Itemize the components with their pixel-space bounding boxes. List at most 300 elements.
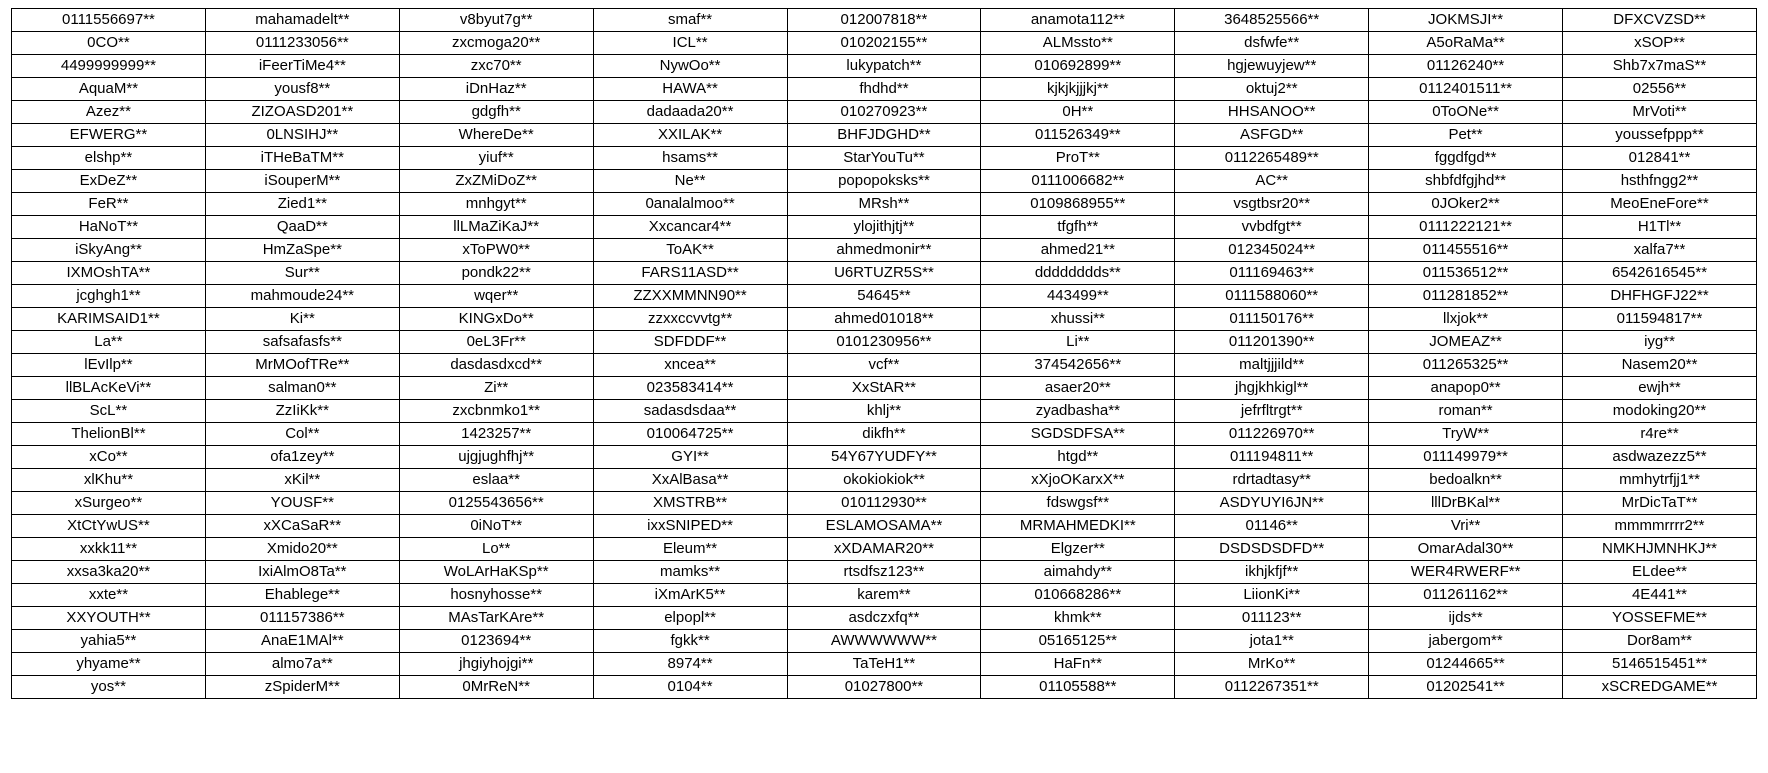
table-cell: ZzIiKk** bbox=[205, 400, 399, 423]
table-row bbox=[12, 262, 1757, 285]
table-cell: TaTeH1** bbox=[787, 653, 981, 676]
table-cell: 0123694** bbox=[399, 630, 593, 653]
table-cell: U6RTUZR5S** bbox=[787, 262, 981, 285]
table-cell: 0111222121** bbox=[1369, 216, 1563, 239]
table-cell: ProT** bbox=[981, 147, 1175, 170]
table-cell: 0111588060** bbox=[1175, 285, 1369, 308]
table-cell: 011265325** bbox=[1369, 354, 1563, 377]
table-cell: iSouperM** bbox=[205, 170, 399, 193]
table-cell: AnaE1MAl** bbox=[205, 630, 399, 653]
table-cell: 011536512** bbox=[1369, 262, 1563, 285]
table-cell: iSkyAng** bbox=[12, 239, 206, 262]
table-cell: Xxcancar4** bbox=[593, 216, 787, 239]
table-cell: 011455516** bbox=[1369, 239, 1563, 262]
table-cell: 0111233056** bbox=[205, 32, 399, 55]
table-cell: 01244665** bbox=[1369, 653, 1563, 676]
table-body bbox=[12, 9, 1757, 699]
table-cell: 5146515451** bbox=[1563, 653, 1757, 676]
table-cell: 54645** bbox=[787, 285, 981, 308]
table-row bbox=[12, 515, 1757, 538]
table-cell: iFeerTiMe4** bbox=[205, 55, 399, 78]
table-cell: xSurgeo** bbox=[12, 492, 206, 515]
table-cell: xSCREDGAME** bbox=[1563, 676, 1757, 699]
table-row bbox=[12, 101, 1757, 124]
table-cell: ICL** bbox=[593, 32, 787, 55]
table-cell: DHFHGFJ22** bbox=[1563, 285, 1757, 308]
table-cell: 0iNoT** bbox=[399, 515, 593, 538]
table-cell: zxc70** bbox=[399, 55, 593, 78]
table-cell: ewjh** bbox=[1563, 377, 1757, 400]
table-cell: xSOP** bbox=[1563, 32, 1757, 55]
table-cell: mahmoude24** bbox=[205, 285, 399, 308]
table-cell: 01146** bbox=[1175, 515, 1369, 538]
table-cell: ujgjughfhj** bbox=[399, 446, 593, 469]
table-cell: La** bbox=[12, 331, 206, 354]
table-cell: Sur** bbox=[205, 262, 399, 285]
table-row bbox=[12, 377, 1757, 400]
table-cell: KINGxDo** bbox=[399, 308, 593, 331]
table-cell: asdwazezz5** bbox=[1563, 446, 1757, 469]
table-cell: HAWA** bbox=[593, 78, 787, 101]
table-cell: 3648525566** bbox=[1175, 9, 1369, 32]
table-cell: XXYOUTH** bbox=[12, 607, 206, 630]
table-cell: 54Y67YUDFY** bbox=[787, 446, 981, 469]
table-cell: MAsTarKAre** bbox=[399, 607, 593, 630]
table-cell: jcghgh1** bbox=[12, 285, 206, 308]
table-cell: xCo** bbox=[12, 446, 206, 469]
table-row bbox=[12, 653, 1757, 676]
table-cell: xhussi** bbox=[981, 308, 1175, 331]
table-cell: 0analalmoo** bbox=[593, 193, 787, 216]
table-cell: 01027800** bbox=[787, 676, 981, 699]
table-row bbox=[12, 446, 1757, 469]
table-cell: 0H** bbox=[981, 101, 1175, 124]
table-cell: ikhjkfjf** bbox=[1175, 561, 1369, 584]
table-cell: kjkjkjjjkj** bbox=[981, 78, 1175, 101]
table-cell: BHFJDGHD** bbox=[787, 124, 981, 147]
table-cell: ESLAMOSAMA** bbox=[787, 515, 981, 538]
table-cell: 0112267351** bbox=[1175, 676, 1369, 699]
table-cell: AWWWWWW** bbox=[787, 630, 981, 653]
table-cell: roman** bbox=[1369, 400, 1563, 423]
table-cell: 0112265489** bbox=[1175, 147, 1369, 170]
table-cell: dasdasdxcd** bbox=[399, 354, 593, 377]
table-cell: EFWERG** bbox=[12, 124, 206, 147]
table-cell: 011594817** bbox=[1563, 308, 1757, 331]
table-row bbox=[12, 193, 1757, 216]
table-cell: ALMssto** bbox=[981, 32, 1175, 55]
table-cell: zzxxccvvtg** bbox=[593, 308, 787, 331]
table-cell: wqer** bbox=[399, 285, 593, 308]
table-cell: dddddddds** bbox=[981, 262, 1175, 285]
table-cell: Nasem20** bbox=[1563, 354, 1757, 377]
table-cell: NMKHJMNHKJ** bbox=[1563, 538, 1757, 561]
table-cell: 6542616545** bbox=[1563, 262, 1757, 285]
table-cell: 010202155** bbox=[787, 32, 981, 55]
table-cell: Zi** bbox=[399, 377, 593, 400]
table-cell: ZZXXMMNN90** bbox=[593, 285, 787, 308]
table-cell: pondk22** bbox=[399, 262, 593, 285]
table-cell: WER4RWERF** bbox=[1369, 561, 1563, 584]
table-cell: 4499999999** bbox=[12, 55, 206, 78]
table-cell: anapop0** bbox=[1369, 377, 1563, 400]
table-cell: WhereDe** bbox=[399, 124, 593, 147]
table-cell: xxte** bbox=[12, 584, 206, 607]
table-cell: 011150176** bbox=[1175, 308, 1369, 331]
table-cell: llLMaZiKaJ** bbox=[399, 216, 593, 239]
table-cell: Zied1** bbox=[205, 193, 399, 216]
table-cell: vcf** bbox=[787, 354, 981, 377]
table-cell: dsfwfe** bbox=[1175, 32, 1369, 55]
table-cell: 011281852** bbox=[1369, 285, 1563, 308]
table-cell: safsafasfs** bbox=[205, 331, 399, 354]
table-cell: 374542656** bbox=[981, 354, 1175, 377]
table-cell: Shb7x7maS** bbox=[1563, 55, 1757, 78]
table-cell: zSpiderM** bbox=[205, 676, 399, 699]
table-row bbox=[12, 561, 1757, 584]
table-cell: KARIMSAID1** bbox=[12, 308, 206, 331]
table-cell: llBLAcKeVi** bbox=[12, 377, 206, 400]
table-cell: 0MrReN** bbox=[399, 676, 593, 699]
table-cell: AquaM** bbox=[12, 78, 206, 101]
table-cell: ahmed21** bbox=[981, 239, 1175, 262]
table-cell: oktuj2** bbox=[1175, 78, 1369, 101]
table-row bbox=[12, 216, 1757, 239]
table-cell: smaf** bbox=[593, 9, 787, 32]
table-cell: SGDSDFSA** bbox=[981, 423, 1175, 446]
table-cell: khmk** bbox=[981, 607, 1175, 630]
table-cell: HaFn** bbox=[981, 653, 1175, 676]
table-cell: Pet** bbox=[1369, 124, 1563, 147]
table-cell: youssefppp** bbox=[1563, 124, 1757, 147]
table-cell: XxAlBasa** bbox=[593, 469, 787, 492]
table-cell: gdgfh** bbox=[399, 101, 593, 124]
table-cell: xncea** bbox=[593, 354, 787, 377]
table-cell: tfgfh** bbox=[981, 216, 1175, 239]
table-cell: Xmido20** bbox=[205, 538, 399, 561]
table-row bbox=[12, 492, 1757, 515]
table-cell: HmZaSpe** bbox=[205, 239, 399, 262]
table-cell: StarYouTu** bbox=[787, 147, 981, 170]
data-table bbox=[11, 8, 1757, 699]
table-cell: ThelionBl** bbox=[12, 423, 206, 446]
table-cell: rtsdfsz123** bbox=[787, 561, 981, 584]
table-cell: bedoalkn** bbox=[1369, 469, 1563, 492]
table-cell: mamks** bbox=[593, 561, 787, 584]
table-cell: ijds** bbox=[1369, 607, 1563, 630]
table-row bbox=[12, 331, 1757, 354]
table-cell: jhgjkhkigl** bbox=[1175, 377, 1369, 400]
table-cell: 05165125** bbox=[981, 630, 1175, 653]
table-cell: asdczxfq** bbox=[787, 607, 981, 630]
table-cell: DSDSDSDFD** bbox=[1175, 538, 1369, 561]
table-cell: yhyame** bbox=[12, 653, 206, 676]
table-row bbox=[12, 9, 1757, 32]
table-cell: fhdhd** bbox=[787, 78, 981, 101]
table-cell: 012007818** bbox=[787, 9, 981, 32]
table-cell: 0109868955** bbox=[981, 193, 1175, 216]
table-cell: IxiAlmO8Ta** bbox=[205, 561, 399, 584]
table-cell: ToAK** bbox=[593, 239, 787, 262]
table-cell: llxjok** bbox=[1369, 308, 1563, 331]
table-cell: 0LNSIHJ** bbox=[205, 124, 399, 147]
table-cell: 0eL3Fr** bbox=[399, 331, 593, 354]
table-cell: rdrtadtasy** bbox=[1175, 469, 1369, 492]
table-cell: mahamadelt** bbox=[205, 9, 399, 32]
table-cell: xXjoOKarxX** bbox=[981, 469, 1175, 492]
table-cell: modoking20** bbox=[1563, 400, 1757, 423]
table-cell: 0104** bbox=[593, 676, 787, 699]
table-row bbox=[12, 584, 1757, 607]
table-cell: hsams** bbox=[593, 147, 787, 170]
table-cell: ahmed01018** bbox=[787, 308, 981, 331]
table-cell: Azez** bbox=[12, 101, 206, 124]
table-cell: XXILAK** bbox=[593, 124, 787, 147]
table-cell: 012345024** bbox=[1175, 239, 1369, 262]
table-row bbox=[12, 32, 1757, 55]
table-cell: fggdfgd** bbox=[1369, 147, 1563, 170]
table-cell: jefrfltrgt** bbox=[1175, 400, 1369, 423]
table-row bbox=[12, 423, 1757, 446]
table-cell: vsgtbsr20** bbox=[1175, 193, 1369, 216]
table-cell: mnhgyt** bbox=[399, 193, 593, 216]
table-cell: maltjjjild** bbox=[1175, 354, 1369, 377]
table-cell: HaNoT** bbox=[12, 216, 206, 239]
table-cell: MrKo** bbox=[1175, 653, 1369, 676]
table-cell: r4re** bbox=[1563, 423, 1757, 446]
table-cell: XtCtYwUS** bbox=[12, 515, 206, 538]
table-cell: 1423257** bbox=[399, 423, 593, 446]
table-row bbox=[12, 170, 1757, 193]
table-cell: 0112401511** bbox=[1369, 78, 1563, 101]
table-cell: Vri** bbox=[1369, 515, 1563, 538]
table-cell: almo7a** bbox=[205, 653, 399, 676]
table-cell: karem** bbox=[787, 584, 981, 607]
table-row bbox=[12, 469, 1757, 492]
table-cell: zxcbnmko1** bbox=[399, 400, 593, 423]
table-cell: MrMOofTRe** bbox=[205, 354, 399, 377]
table-cell: salman0** bbox=[205, 377, 399, 400]
table-cell: 010270923** bbox=[787, 101, 981, 124]
table-cell: hosnyhosse** bbox=[399, 584, 593, 607]
table-cell: lukypatch** bbox=[787, 55, 981, 78]
table-cell: 011157386** bbox=[205, 607, 399, 630]
table-cell: xxsa3ka20** bbox=[12, 561, 206, 584]
table-cell: QaaD** bbox=[205, 216, 399, 239]
table-cell: Lo** bbox=[399, 538, 593, 561]
table-cell: 02556** bbox=[1563, 78, 1757, 101]
table-cell: 443499** bbox=[981, 285, 1175, 308]
table-cell: WoLArHaKSp** bbox=[399, 561, 593, 584]
table-cell: 8974** bbox=[593, 653, 787, 676]
table-cell: 011149979** bbox=[1369, 446, 1563, 469]
table-cell: hgjewuyjew** bbox=[1175, 55, 1369, 78]
table-row bbox=[12, 147, 1757, 170]
table-cell: iDnHaz** bbox=[399, 78, 593, 101]
table-cell: xalfa7** bbox=[1563, 239, 1757, 262]
table-cell: iXmArK5** bbox=[593, 584, 787, 607]
table-cell: MRsh** bbox=[787, 193, 981, 216]
table-cell: ixxSNIPED** bbox=[593, 515, 787, 538]
table-row bbox=[12, 78, 1757, 101]
table-cell: yos** bbox=[12, 676, 206, 699]
table-cell: 011261162** bbox=[1369, 584, 1563, 607]
table-cell: xlKhu** bbox=[12, 469, 206, 492]
table-cell: YOSSEFME** bbox=[1563, 607, 1757, 630]
table-cell: JOKMSJI** bbox=[1369, 9, 1563, 32]
table-cell: fgkk** bbox=[593, 630, 787, 653]
table-cell: okokiokiok** bbox=[787, 469, 981, 492]
table-cell: NywOo** bbox=[593, 55, 787, 78]
table-cell: hsthfngg2** bbox=[1563, 170, 1757, 193]
table-cell: Dor8am** bbox=[1563, 630, 1757, 653]
table-cell: elshp** bbox=[12, 147, 206, 170]
table-cell: 011169463** bbox=[1175, 262, 1369, 285]
table-cell: MrVoti** bbox=[1563, 101, 1757, 124]
table-cell: 010692899** bbox=[981, 55, 1175, 78]
table-cell: jota1** bbox=[1175, 630, 1369, 653]
table-cell: LiionKi** bbox=[1175, 584, 1369, 607]
table-cell: xToPW0** bbox=[399, 239, 593, 262]
table-row bbox=[12, 285, 1757, 308]
table-cell: vvbdfgt** bbox=[1175, 216, 1369, 239]
table-cell: ExDeZ** bbox=[12, 170, 206, 193]
table-cell: fdswgsf** bbox=[981, 492, 1175, 515]
table-cell: Li** bbox=[981, 331, 1175, 354]
table-cell: eslaa** bbox=[399, 469, 593, 492]
table-cell: ofa1zey** bbox=[205, 446, 399, 469]
table-cell: ahmedmonir** bbox=[787, 239, 981, 262]
table-cell: ZIZOASD201** bbox=[205, 101, 399, 124]
table-cell: 010668286** bbox=[981, 584, 1175, 607]
table-cell: 0CO** bbox=[12, 32, 206, 55]
table-cell: 01105588** bbox=[981, 676, 1175, 699]
table-cell: jabergom** bbox=[1369, 630, 1563, 653]
table-cell: xxkk11** bbox=[12, 538, 206, 561]
table-cell: AC** bbox=[1175, 170, 1369, 193]
table-cell: Col** bbox=[205, 423, 399, 446]
table-cell: jhgiyhojgi** bbox=[399, 653, 593, 676]
table-cell: yahia5** bbox=[12, 630, 206, 653]
table-row bbox=[12, 676, 1757, 699]
table-cell: YOUSF** bbox=[205, 492, 399, 515]
table-cell: OmarAdal30** bbox=[1369, 538, 1563, 561]
table-cell: 0111006682** bbox=[981, 170, 1175, 193]
table-cell: ylojithjtj** bbox=[787, 216, 981, 239]
table-cell: 011201390** bbox=[1175, 331, 1369, 354]
table-cell: ZxZMiDoZ** bbox=[399, 170, 593, 193]
table-cell: yiuf** bbox=[399, 147, 593, 170]
table-cell: 010112930** bbox=[787, 492, 981, 515]
table-cell: ELdee** bbox=[1563, 561, 1757, 584]
table-cell: 01126240** bbox=[1369, 55, 1563, 78]
table-cell: ScL** bbox=[12, 400, 206, 423]
table-cell: lEvIlp** bbox=[12, 354, 206, 377]
table-cell: iTHeBaTM** bbox=[205, 147, 399, 170]
table-cell: HHSANOO** bbox=[1175, 101, 1369, 124]
table-cell: 023583414** bbox=[593, 377, 787, 400]
table-cell: xXCaSaR** bbox=[205, 515, 399, 538]
table-cell: MeoEneFore** bbox=[1563, 193, 1757, 216]
table-cell: IXMOshTA** bbox=[12, 262, 206, 285]
table-cell: XxStAR** bbox=[787, 377, 981, 400]
table-cell: 011526349** bbox=[981, 124, 1175, 147]
table-row bbox=[12, 607, 1757, 630]
table-cell: ASDYUYI6JN** bbox=[1175, 492, 1369, 515]
table-cell: iyg** bbox=[1563, 331, 1757, 354]
table-cell: FeR** bbox=[12, 193, 206, 216]
table-cell: FARS11ASD** bbox=[593, 262, 787, 285]
table-cell: mmhytrfjj1** bbox=[1563, 469, 1757, 492]
table-cell: 011226970** bbox=[1175, 423, 1369, 446]
table-cell: TryW** bbox=[1369, 423, 1563, 446]
table-cell: shbfdfgjhd** bbox=[1369, 170, 1563, 193]
table-cell: dadaada20** bbox=[593, 101, 787, 124]
table-cell: 0JOker2** bbox=[1369, 193, 1563, 216]
table-cell: dikfh** bbox=[787, 423, 981, 446]
table-cell: H1Tl** bbox=[1563, 216, 1757, 239]
table-cell: asaer20** bbox=[981, 377, 1175, 400]
table-cell: JOMEAZ** bbox=[1369, 331, 1563, 354]
table-cell: 010064725** bbox=[593, 423, 787, 446]
table-cell: Eleum** bbox=[593, 538, 787, 561]
table-cell: 4E441** bbox=[1563, 584, 1757, 607]
table-cell: ASFGD** bbox=[1175, 124, 1369, 147]
table-cell: zyadbasha** bbox=[981, 400, 1175, 423]
table-cell: yousf8** bbox=[205, 78, 399, 101]
table-row bbox=[12, 354, 1757, 377]
table-row bbox=[12, 55, 1757, 78]
table-cell: aimahdy** bbox=[981, 561, 1175, 584]
table-row bbox=[12, 124, 1757, 147]
table-cell: zxcmoga20** bbox=[399, 32, 593, 55]
table-cell: 011194811** bbox=[1175, 446, 1369, 469]
table-cell: A5oRaMa** bbox=[1369, 32, 1563, 55]
table-cell: anamota112** bbox=[981, 9, 1175, 32]
table-cell: 011123** bbox=[1175, 607, 1369, 630]
table-cell: XMSTRB** bbox=[593, 492, 787, 515]
table-cell: Elgzer** bbox=[981, 538, 1175, 561]
table-cell: Ehablege** bbox=[205, 584, 399, 607]
table-cell: GYI** bbox=[593, 446, 787, 469]
table-cell: lllDrBKal** bbox=[1369, 492, 1563, 515]
table-row bbox=[12, 239, 1757, 262]
table-row bbox=[12, 538, 1757, 561]
table-row bbox=[12, 308, 1757, 331]
table-cell: Ne** bbox=[593, 170, 787, 193]
table-cell: elpopl** bbox=[593, 607, 787, 630]
table-cell: 0111556697** bbox=[12, 9, 206, 32]
table-cell: 01202541** bbox=[1369, 676, 1563, 699]
table-row bbox=[12, 630, 1757, 653]
table-cell: sadasdsdaa** bbox=[593, 400, 787, 423]
table-cell: v8byut7g** bbox=[399, 9, 593, 32]
table-cell: DFXCVZSD** bbox=[1563, 9, 1757, 32]
table-cell: htgd** bbox=[981, 446, 1175, 469]
table-cell: mmmmrrrr2** bbox=[1563, 515, 1757, 538]
table-cell: 0125543656** bbox=[399, 492, 593, 515]
table-row bbox=[12, 400, 1757, 423]
table-cell: MrDicTaT** bbox=[1563, 492, 1757, 515]
table-cell: 0ToONe** bbox=[1369, 101, 1563, 124]
table-cell: xKil** bbox=[205, 469, 399, 492]
table-cell: khlj** bbox=[787, 400, 981, 423]
table-cell: 012841** bbox=[1563, 147, 1757, 170]
table-cell: popopoksks** bbox=[787, 170, 981, 193]
table-cell: Ki** bbox=[205, 308, 399, 331]
table-cell: MRMAHMEDKI** bbox=[981, 515, 1175, 538]
table-cell: SDFDDF** bbox=[593, 331, 787, 354]
